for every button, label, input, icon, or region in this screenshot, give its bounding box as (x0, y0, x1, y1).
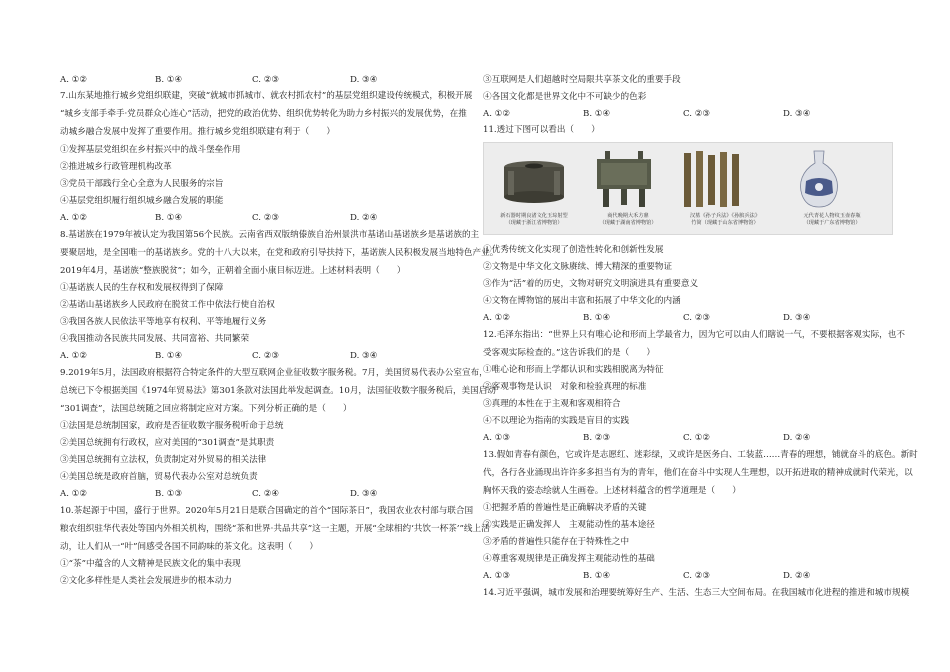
option-d[interactable]: D. ③④ (783, 109, 811, 119)
option-b[interactable]: B. ②③ (583, 433, 611, 443)
option-c[interactable]: C. ②④ (252, 489, 280, 499)
q9-options (60, 488, 465, 500)
option-c[interactable]: C. ②③ (252, 75, 280, 85)
q9-item-3: ③美国总统拥有立法权，负责制定对外贸易的相关法律 (60, 455, 267, 465)
q11-stem: 11.透过下图可以看出（ ） (483, 125, 600, 135)
q7-stem-line-2: “城乡支部手牵手·党员群众心连心”活动，把党的政治优势、组织优势转化为助力乡村振兴的发展优势，在推 (60, 109, 467, 119)
top-options (60, 74, 465, 86)
q12-options (483, 432, 893, 444)
artifact-photo-strip (483, 142, 893, 235)
option-c[interactable]: C. ①② (683, 433, 711, 443)
q10-item-2: ②文化多样性是人类社会发展进步的根本动力 (60, 576, 232, 586)
q12-item-1: ①唯心论和形而上学都认识和实践相脱离为特征 (483, 365, 664, 375)
option-a[interactable]: A. ①② (60, 213, 88, 223)
q8-item-2: ②基诺山基诺族乡人民政府在脱贫工作中依法行使自治权 (60, 300, 275, 310)
caption-3: 汉墓《孙子兵法》《孙膑兵法》 竹简（现藏于山东省博物馆） (689, 213, 761, 226)
q12-stem-line-2: 受客观实际检查的。”这告诉我们的是（ ） (483, 348, 655, 358)
option-a[interactable]: A. ①② (60, 489, 88, 499)
bronze-ding-image (589, 149, 659, 209)
q9-item-1: ①法国是总统制国家，政府是否征收数字服务税听命于总统 (60, 421, 284, 431)
q13-stem-line-1: 13.假如青春有颜色，它或许是志愿红、迷彩绿，又或许是医务白、工装蓝……青春的理想，铺就奋斗的底色。新时 (483, 450, 918, 460)
q9-stem-line-3: “301调查”，法国总统随之回应将制定应对方案。下列分析正确的是（ ） (60, 404, 352, 414)
option-b[interactable]: B. ①④ (583, 571, 611, 581)
q7-options (60, 212, 465, 224)
q7-item-3: ③党员干部践行全心全意为人民服务的宗旨 (60, 179, 224, 189)
q13-item-3: ③矛盾的普遍性只能存在于特殊性之中 (483, 537, 630, 547)
option-b[interactable]: B. ①④ (583, 313, 611, 323)
q10-options (483, 108, 893, 120)
caption-4: 元代青花人物纹玉壶春瓶 （现藏于广东省博物馆） (803, 213, 861, 226)
q8-stem-line-3: 2019年4月，基诺族“整族脱贫”；如今，正朝着全面小康目标迈进。上述材料表明（ ） (60, 266, 406, 276)
q10-stem-line-2: 粮农组织驻华代表处等国内外相关机构，围绕“茶和世界·共品共享”这一主题，开展“全球相约‘共饮一杯茶’”线上活 (60, 524, 490, 534)
q8-options (60, 350, 465, 362)
q12-stem-line-1: 12.毛泽东指出：“世界上只有唯心论和形而上学最省力，因为它可以由人们瞎说一气，不要根据客观实际，也不 (483, 330, 905, 340)
option-d[interactable]: D. ②④ (783, 571, 811, 581)
q8-stem-line-2: 要聚居地，是全国唯一的基诺族乡。党的十八大以来，在党和政府引导扶持下，基诺族人民积极发展当地特色产业。 (60, 248, 499, 258)
q12-item-2: ②客观事物是认识 对象和检验真理的标准 (483, 382, 647, 392)
q11-item-4: ④文物在博物馆的展出丰富和拓展了中华文化的内涵 (483, 296, 681, 306)
option-d[interactable]: D. ③④ (350, 75, 378, 85)
caption-1: 新石器时期良渚文化玉琮射型 （现藏于浙江省博物馆） (500, 213, 568, 226)
bamboo-slips-image (674, 149, 754, 209)
q11-item-3: ③作为“活”着的历史，文物对研究文明演进具有重要意义 (483, 279, 699, 289)
q11-item-1: ①优秀传统文化实现了创造性转化和创新性发展 (483, 245, 664, 255)
q8-item-1: ①基诺族人民的生存权和发展权得到了保障 (60, 283, 224, 293)
q7-item-2: ②推进城乡行政管理机构改革 (60, 162, 172, 172)
option-c[interactable]: C. ②③ (683, 313, 711, 323)
option-c[interactable]: C. ②③ (683, 109, 711, 119)
q10-item-3: ③互联网是人们超越时空局限共享茶文化的重要手段 (483, 75, 681, 85)
q9-item-2: ②美国总统拥有行政权，应对美国的“301调查”是其职责 (60, 438, 275, 448)
caption-2: 商代晚期大禾方鼎 （现藏于湖南省博物馆） (599, 213, 657, 226)
q10-stem-line-1: 10.茶起源于中国，盛行于世界。2020年5月21日是联合国确定的首个“国际茶日”，我国农业农村部与联合国 (60, 506, 474, 516)
porcelain-vase-image (784, 149, 854, 209)
q7-stem-line-3: 动城乡融合发展中发挥了重要作用。推行城乡党组织联建有利于（ ） (60, 127, 336, 137)
q9-stem-line-1: 9.2019年5月，法国政府根据符合特定条件的大型互联网企业征收数字服务税。7月，美国贸易代表办公室宣布， (60, 368, 488, 378)
option-d[interactable]: D. ③④ (783, 313, 811, 323)
q11-options (483, 312, 893, 324)
option-c[interactable]: C. ②③ (252, 351, 280, 361)
q12-item-3: ③真理的本性在于主观和客观相符合 (483, 399, 621, 409)
option-a[interactable]: A. ①② (483, 313, 511, 323)
option-a[interactable]: A. ①② (60, 351, 88, 361)
q13-options (483, 570, 893, 582)
jade-cong-image (494, 149, 574, 209)
q13-stem-line-3: 胸怀天我的姿态绘就人生画卷。上述材料蕴含的哲学道理是（ ） (483, 486, 741, 496)
q8-item-3: ③我国各族人民依法平等地享有权利、平等地履行义务 (60, 317, 267, 327)
q7-item-1: ①发挥基层党组织在乡村振兴中的战斗堡垒作用 (60, 145, 241, 155)
q11-item-2: ②文物是中华文化文脉赓续、博大精深的重要物证 (483, 262, 673, 272)
q14-stem-line-1: 14.习近平强调，城市发展和治理要统筹好生产、生活、生态三大空间布局。在我国城市化进程的推进和城市规模 (483, 588, 910, 598)
q10-stem-line-3: 动，让人们从一“叶”间感受各国不同韵味的茶文化。这表明（ ） (60, 542, 319, 552)
q8-stem-line-1: 8.基诺族在1979年被认定为我国第56个民族。云南省西双版纳傣族自治州景洪市基诺山基诺族乡是基诺族的主 (60, 230, 480, 240)
q8-item-4: ④我国推动各民族共同发展、共同富裕、共同繁荣 (60, 334, 250, 344)
option-b[interactable]: B. ①④ (155, 351, 183, 361)
option-d[interactable]: D. ②④ (783, 433, 811, 443)
q12-item-4: ④不以理论为指南的实践是盲目的实践 (483, 416, 630, 426)
option-d[interactable]: D. ③④ (350, 351, 378, 361)
option-b[interactable]: B. ①④ (155, 75, 183, 85)
q10-item-4: ④各国文化都是世界文化中不可缺少的色彩 (483, 92, 647, 102)
q10-item-1: ①“茶”中蕴含的人文精神是民族文化的集中表现 (60, 559, 241, 569)
q13-item-2: ②实践是正确发挥人 主观能动性的基本途径 (483, 520, 655, 530)
option-a[interactable]: A. ①③ (483, 571, 511, 581)
option-a[interactable]: A. ①③ (483, 433, 511, 443)
option-b[interactable]: B. ①④ (155, 213, 183, 223)
q13-item-1: ①把握矛盾的普遍性是正确解决矛盾的关键 (483, 503, 647, 513)
option-b[interactable]: B. ①③ (155, 489, 183, 499)
q7-item-4: ④基层党组织履行组织城乡融合发展的职能 (60, 196, 224, 206)
q13-item-4: ④尊重客观规律是正确发挥主观能动性的基础 (483, 554, 655, 564)
q7-stem-line-1: 7.山东某地推行城乡党组织联建，突破“就城市抓城市、就农村抓农村”的基层党组织建设传统模式，积极开展 (60, 91, 473, 101)
option-a[interactable]: A. ①② (483, 109, 511, 119)
option-b[interactable]: B. ①④ (583, 109, 611, 119)
option-a[interactable]: A. ①② (60, 75, 88, 85)
option-c[interactable]: C. ②③ (252, 213, 280, 223)
option-c[interactable]: C. ②③ (683, 571, 711, 581)
option-d[interactable]: D. ③④ (350, 489, 378, 499)
option-d[interactable]: D. ②④ (350, 213, 378, 223)
q13-stem-line-2: 代，各行各业涌现出许许多多担当有为的青年，他们在奋斗中实现人生理想，以开拓进取的精神成就时代荣光，以 (483, 468, 913, 478)
q9-stem-line-2: 总统已下令根据美国《1974年贸易法》第301条款对法国此举发起调查。10月，法国征收数字服务税后，美国启动 (60, 386, 496, 396)
q9-item-4: ④美国总统是政府首脑，贸易代表办公室对总统负责 (60, 472, 258, 482)
